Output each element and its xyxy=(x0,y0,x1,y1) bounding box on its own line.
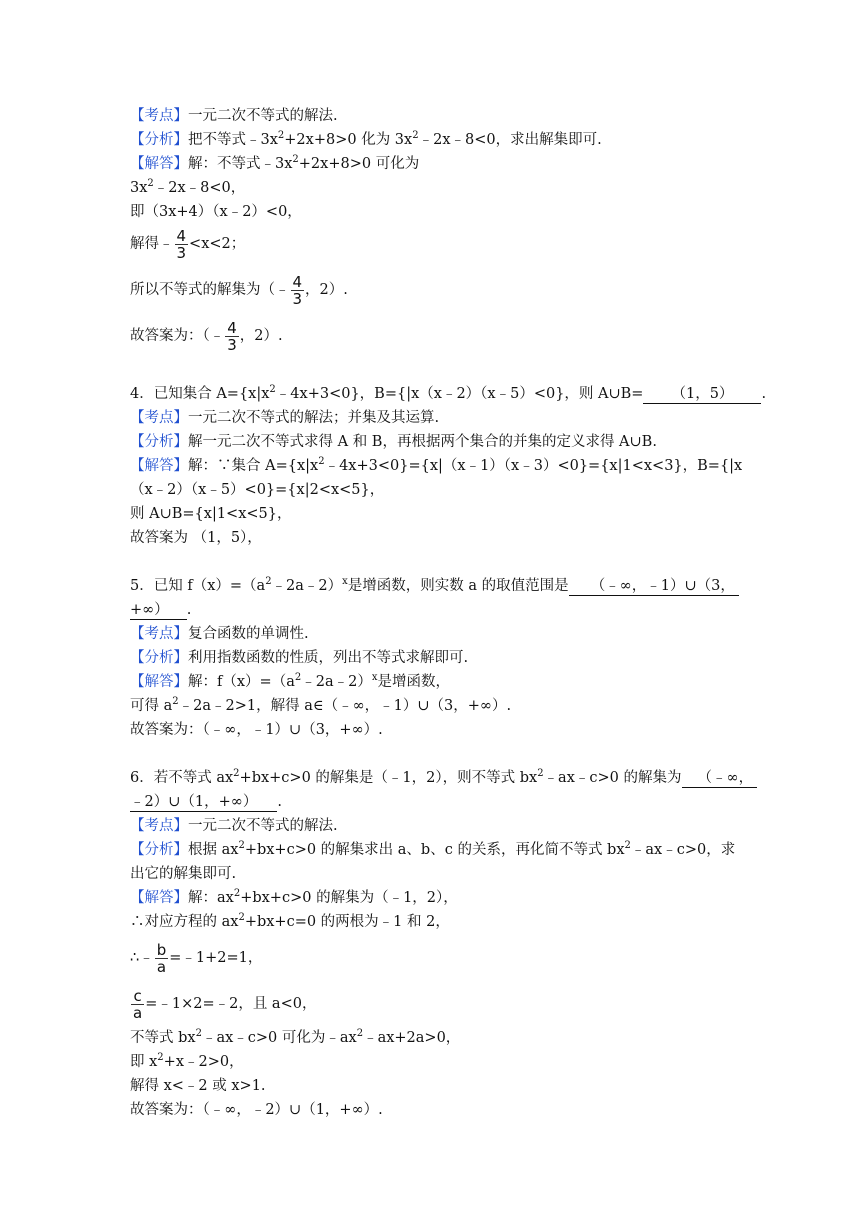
q3-step-line xyxy=(130,200,730,224)
superscript: 2 xyxy=(292,154,299,165)
fraction-numerator: 4 xyxy=(292,272,303,291)
q4-stem-line xyxy=(130,382,767,406)
fraction-numerator: 4 xyxy=(227,318,237,337)
q3-jieda-line xyxy=(130,152,730,176)
q5-stem-text: ﹣2a﹣2） xyxy=(271,578,343,594)
fraction xyxy=(155,942,169,975)
q3-step-line xyxy=(130,176,730,200)
q4-stem-text: ﹣4x+3<0}，B={|x（x﹣2）（x﹣5）<0}，则 A∪B= xyxy=(275,386,644,402)
superscript: 2 xyxy=(238,840,245,851)
q6-step-line xyxy=(130,1050,730,1074)
q3-jieda-text: 解：不等式﹣3x xyxy=(188,156,293,172)
q6-step-text: 即 x xyxy=(130,1054,158,1070)
q6-step-text: ﹣ax+2a>0， xyxy=(363,1030,461,1046)
q5-stem-line xyxy=(130,574,735,598)
q5-stem-text: 5．已知 f（x）=（a xyxy=(130,578,266,594)
q6-kaodian-text: 一元二次不等式的解法. xyxy=(188,818,338,834)
q6-answer-blank: （﹣∞， xyxy=(682,769,758,788)
q4-kaodian-line xyxy=(130,406,730,430)
fraction-denominator: 3 xyxy=(292,289,303,308)
q3-fenxi-text: +2x+8>0 化为 3x xyxy=(284,132,413,148)
q6-step-line xyxy=(130,910,730,934)
q6-answer-blank: ﹣2）∪（1，+∞） xyxy=(130,793,277,812)
q4-step-line xyxy=(130,526,730,550)
q5-stem-line xyxy=(130,598,730,622)
fenxi-tag: 【分析】 xyxy=(130,650,188,666)
q6-kaodian-line xyxy=(130,814,730,838)
fraction-denominator: 3 xyxy=(227,335,237,354)
fraction xyxy=(291,274,305,307)
q5-step-text: 故答案为：（﹣∞，﹣1）∪（3，+∞）. xyxy=(130,722,383,738)
q6-fenxi-line xyxy=(130,838,736,862)
fraction-denominator: a xyxy=(133,1003,143,1022)
q3-step-line xyxy=(130,224,730,264)
superscript: 2 xyxy=(624,840,631,851)
superscript: 2 xyxy=(318,456,325,467)
q3-step-text: <x<2； xyxy=(189,236,246,252)
q5-jieda-text: ﹣2a﹣2） xyxy=(301,674,372,690)
q6-step-text: =﹣1+2=1， xyxy=(169,950,263,966)
q3-fenxi-text: ﹣2x﹣8<0，求出解集即可. xyxy=(418,132,602,148)
q4-fenxi-line xyxy=(130,430,730,454)
q6-step-text: 不等式 bx xyxy=(130,1030,196,1046)
q4-step-text: （x﹣2）（x﹣5）<0}={x|2<x<5}， xyxy=(130,482,385,498)
kaodian-tag: 【考点】 xyxy=(130,410,188,426)
q3-step-text: 3x xyxy=(130,180,148,196)
q4-jieda-text: ﹣4x+3<0}={x|（x﹣1）（x﹣3）<0}={x|1<x<3}，B={|x xyxy=(324,458,743,474)
q4-step-text: 故答案为 （1，5）， xyxy=(130,530,262,546)
q5-step-line xyxy=(130,694,730,718)
q6-stem-text: +bx+c>0 的解集是（﹣1，2），则不等式 bx xyxy=(239,770,538,786)
q6-jieda-line xyxy=(130,886,730,910)
q4-answer-blank: （1，5） xyxy=(643,385,761,404)
fraction-numerator: b xyxy=(156,940,167,959)
q6-step-text: +x﹣2>0， xyxy=(163,1054,244,1070)
superscript: 2 xyxy=(356,1028,364,1039)
q6-fenxi-text: 根据 ax xyxy=(188,842,239,858)
q5-answer-blank: （﹣∞，﹣1）∪（3， xyxy=(569,577,739,596)
q3-kaodian-line xyxy=(130,104,730,128)
q5-fenxi-line xyxy=(130,646,730,670)
q6-stem-line xyxy=(130,790,730,814)
q6-step-text: ∴﹣ xyxy=(130,950,154,966)
q6-step-line xyxy=(130,984,730,1024)
superscript: 2 xyxy=(172,696,179,707)
superscript: 2 xyxy=(269,384,276,395)
q6-jieda-text: +bx+c>0 的解集为（﹣1，2）， xyxy=(240,890,458,906)
fenxi-tag: 【分析】 xyxy=(130,434,188,450)
jieda-tag: 【解答】 xyxy=(130,674,188,690)
q3-fenxi-line xyxy=(130,128,730,152)
superscript: 2 xyxy=(233,888,241,899)
q3-kaodian-text: 一元二次不等式的解法. xyxy=(188,108,338,124)
kaodian-tag: 【考点】 xyxy=(130,108,188,124)
superscript: x xyxy=(342,576,348,587)
q5-fenxi-text: 利用指数函数的性质，列出不等式求解即可. xyxy=(188,650,469,666)
superscript: 2 xyxy=(157,1052,164,1063)
q6-step-text: 故答案为：（﹣∞，﹣2）∪（1，+∞）. xyxy=(130,1102,383,1118)
q5-jieda-text: 是增函数， xyxy=(377,674,450,690)
q6-stem-text: ﹣ax﹣c>0 的解集为 xyxy=(543,770,682,786)
q5-jieda-line xyxy=(130,670,730,694)
q6-fenxi-line xyxy=(130,862,730,886)
fenxi-tag: 【分析】 xyxy=(130,842,188,858)
fraction-numerator: c xyxy=(133,986,142,1005)
superscript: x xyxy=(371,672,378,683)
document-page xyxy=(130,104,767,1122)
superscript: 2 xyxy=(277,130,285,141)
q3-step-line xyxy=(130,316,730,356)
q5-stem-text: . xyxy=(186,602,192,618)
q6-fenxi-text: +bx+c>0 的解集求出 a、b、c 的关系，再化简不等式 bx xyxy=(244,842,625,858)
q4-step-line xyxy=(130,478,730,502)
q5-answer-blank: +∞） xyxy=(130,601,187,620)
fraction xyxy=(175,228,189,261)
fraction-denominator: a xyxy=(156,957,167,976)
superscript: 2 xyxy=(195,1028,202,1039)
q5-step-text: ﹣2a﹣2>1，解得 a∈（﹣∞，﹣1）∪（3，+∞）. xyxy=(178,698,512,714)
q4-kaodian-text: 一元二次不等式的解法；并集及其运算. xyxy=(188,410,440,426)
superscript: 2 xyxy=(233,768,240,779)
q3-step-text: ，2）. xyxy=(239,328,283,344)
q6-step-line xyxy=(130,1098,730,1122)
superscript: 2 xyxy=(238,912,245,923)
q5-step-line xyxy=(130,718,730,742)
superscript: 2 xyxy=(537,768,544,779)
q6-fenxi-text: 出它的解集即可. xyxy=(130,866,237,882)
q4-step-line xyxy=(130,502,730,526)
q6-fenxi-text: ﹣ax﹣c>0，求 xyxy=(630,842,736,858)
q6-step-line xyxy=(130,1026,730,1050)
q3-step-text: 故答案为：（﹣ xyxy=(130,328,225,344)
q4-stem-text: 4．已知集合 A={x|x xyxy=(130,386,270,402)
jieda-tag: 【解答】 xyxy=(130,458,188,474)
q3-step-text: 解得﹣ xyxy=(130,236,174,252)
q4-step-text: 则 A∪B={x|1<x<5}， xyxy=(130,506,292,522)
q5-jieda-text: 解：f（x）=（a xyxy=(188,674,295,690)
q6-step-text: ﹣ax﹣c>0 可化为﹣ax xyxy=(201,1030,357,1046)
q6-step-text: ∴对应方程的 ax xyxy=(130,914,239,930)
jieda-tag: 【解答】 xyxy=(130,156,188,172)
q3-jieda-text: +2x+8>0 可化为 xyxy=(298,156,420,172)
q3-step-text: 即（3x+4）（x﹣2）<0， xyxy=(130,204,302,220)
q3-step-text: 所以不等式的解集为（﹣ xyxy=(130,282,290,298)
jieda-tag: 【解答】 xyxy=(130,890,188,906)
q6-stem-line xyxy=(130,766,754,790)
superscript: 2 xyxy=(265,576,272,587)
q6-jieda-text: 解：ax xyxy=(188,890,234,906)
fraction xyxy=(131,988,144,1021)
q6-step-line xyxy=(130,938,730,978)
q6-step-text: +bx+c=0 的两根为﹣1 和 2， xyxy=(244,914,450,930)
kaodian-tag: 【考点】 xyxy=(130,818,188,834)
q3-fenxi-text: 把不等式﹣3x xyxy=(188,132,278,148)
q5-step-text: 可得 a xyxy=(130,698,173,714)
q3-step-text: ，2）. xyxy=(305,282,348,298)
fraction xyxy=(225,320,239,353)
q6-step-line xyxy=(130,1074,730,1098)
q6-step-text: =﹣1×2=﹣2，且 a<0， xyxy=(145,996,317,1012)
superscript: 2 xyxy=(412,130,419,141)
kaodian-tag: 【考点】 xyxy=(130,626,188,642)
q3-step-text: ﹣2x﹣8<0， xyxy=(153,180,246,196)
superscript: 2 xyxy=(294,672,302,683)
q5-kaodian-text: 复合函数的单调性. xyxy=(188,626,309,642)
q4-stem-text: . xyxy=(761,386,767,402)
q6-stem-text: . xyxy=(277,794,282,810)
fraction-denominator: 3 xyxy=(176,243,187,262)
q6-stem-text: 6．若不等式 ax xyxy=(130,770,234,786)
q6-step-text: 解得 x<﹣2 或 x>1. xyxy=(130,1078,266,1094)
fraction-numerator: 4 xyxy=(176,226,187,245)
q3-step-line xyxy=(130,270,730,310)
q4-jieda-line xyxy=(130,454,743,478)
superscript: 2 xyxy=(147,178,154,189)
q4-fenxi-text: 解一元二次不等式求得 A 和 B，再根据两个集合的并集的定义求得 A∪B. xyxy=(188,434,657,450)
q4-jieda-text: 解：∵集合 A={x|x xyxy=(188,458,319,474)
fenxi-tag: 【分析】 xyxy=(130,132,188,148)
q5-kaodian-line xyxy=(130,622,730,646)
q5-stem-text: 是增函数，则实数 a 的取值范围是 xyxy=(347,578,569,594)
